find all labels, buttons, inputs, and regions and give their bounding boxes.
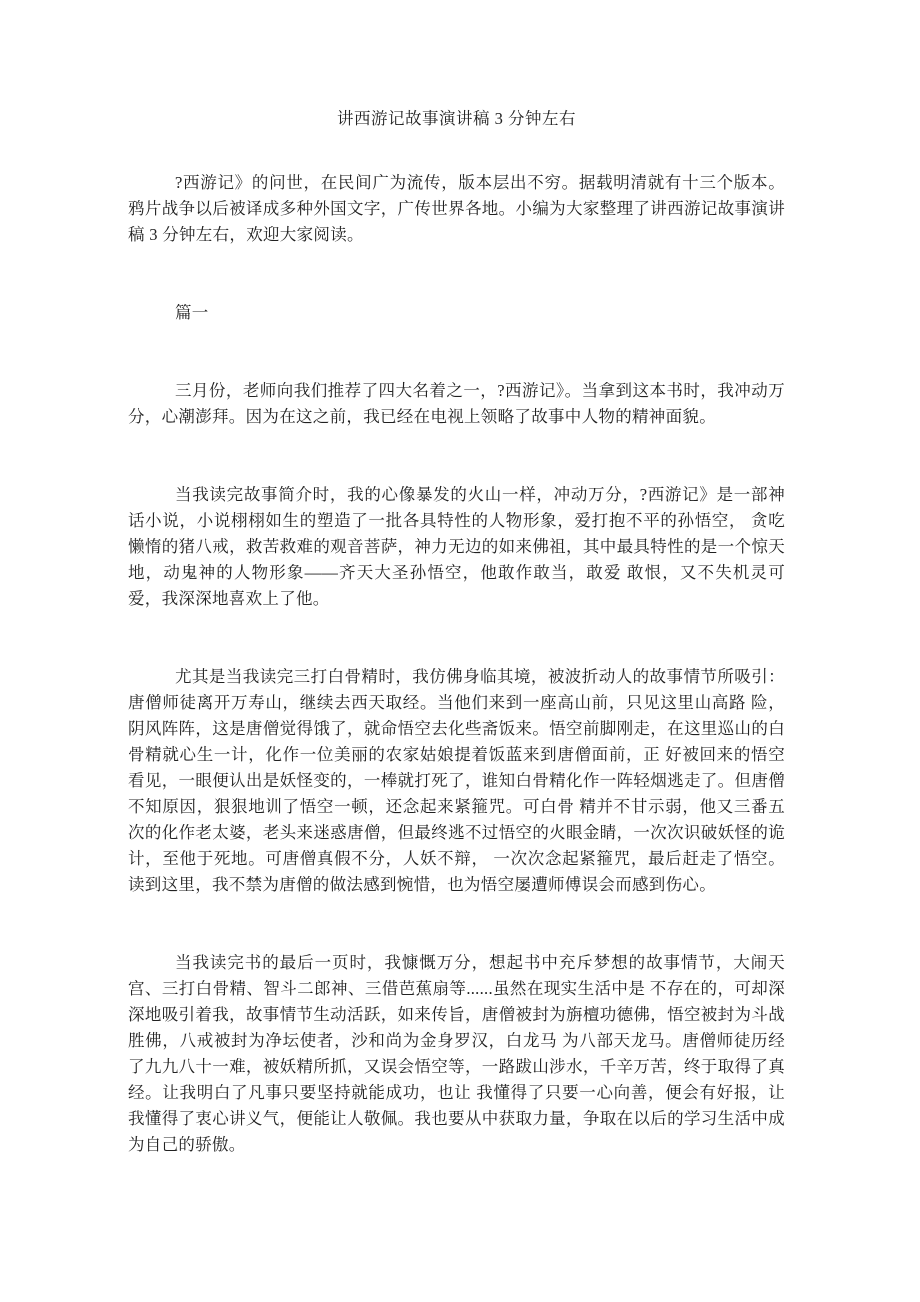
paragraph-body-4: 当我读完书的最后一页时，我慷慨万分，想起书中充斥梦想的故事情节，大闹天宫、三打白骨精、智斗二郎神、三借芭蕉扇等......虽然在现实生活中是 不存在的，可却深深地吸引着我，故事情节生动活跃，如来传旨，唐僧被封为旃檀功德佛，悟空被封为斗战胜佛，八戒被封为净坛使者，沙和尚为金身罗汉，白龙马 为八部天龙马。唐僧师徒历经了九九八十一难，被妖精所抓，又误会悟空等，一路跋山涉水，千辛万苦，终于取得了真经。让我明白了凡事只要坚持就能成功，也让 我懂得了只要一心向善，便会有好报，让我懂得了衷心讲义气，便能让人敬佩。我也要从中获取力量，争取在以后的学习生活中成为自己的骄傲。 bbox=[128, 953, 785, 1154]
paragraph-body-3: 尤其是当我读完三打白骨精时，我仿佛身临其境，被波折动人的故事情节所吸引：唐僧师徒离开万寿山，继续去西天取经。当他们来到一座高山前，只见这里山高路 险，阴风阵阵，这是唐僧觉得饿了，就命悟空去化些斋饭来。悟空前脚刚走，在这里巡山的白骨精就心生一计，化作一位美丽的农家姑娘提着饭蓝来到唐僧面前，正 好被回来的悟空看见，一眼便认出是妖怪变的，一棒就打死了，谁知白骨精化作一阵轻烟逃走了。但唐僧不知原因，狠狠地训了悟空一顿，还念起来紧箍咒。可白骨 精并不甘示弱，他又三番五次的化作老太婆，老头来迷惑唐僧，但最终逃不过悟空的火眼金睛，一次次识破妖怪的诡计，至他于死地。可唐僧真假不分，人妖不辩， 一次次念起紧箍咒，最后赶走了悟空。读到这里，我不禁为唐僧的做法感到惋惜，也为悟空屡遭师傅误会而感到伤心。 bbox=[128, 667, 785, 894]
paragraph-body-1: 三月份，老师向我们推荐了四大名着之一，?西游记》。当拿到这本书时，我冲动万分，心潮澎拜。因为在这之前，我已经在电视上领略了故事中人物的精神面貌。 bbox=[128, 381, 785, 426]
page-title: 讲西游记故事演讲稿 3 分钟左右 bbox=[337, 109, 576, 128]
section-label: 篇一 bbox=[175, 303, 209, 322]
paragraph-body-2: 当我读完故事简介时，我的心像暴发的火山一样，冲动万分，?西游记》是一部神话小说，小说栩栩如生的塑造了一批各具特性的人物形象，爱打抱不平的孙悟空， 贪吃懒惰的猪八戒，救苦救难的观音菩萨，神力无边的如来佛祖，其中最具特性的是一个惊天地，动鬼神的人物形象——齐天大圣孙悟空，他敢作敢当，敢爱 敢恨，又不失机灵可爱，我深深地喜欢上了他。 bbox=[128, 485, 785, 608]
paragraph-intro: ?西游记》的问世，在民间广为流传，版本层出不穷。据载明清就有十三个版本。鸦片战争以后被译成多种外国文字，广传世界各地。小编为大家整理了讲西游记故事演讲稿 3 分钟左右，欢迎大家阅读。 bbox=[128, 173, 785, 244]
